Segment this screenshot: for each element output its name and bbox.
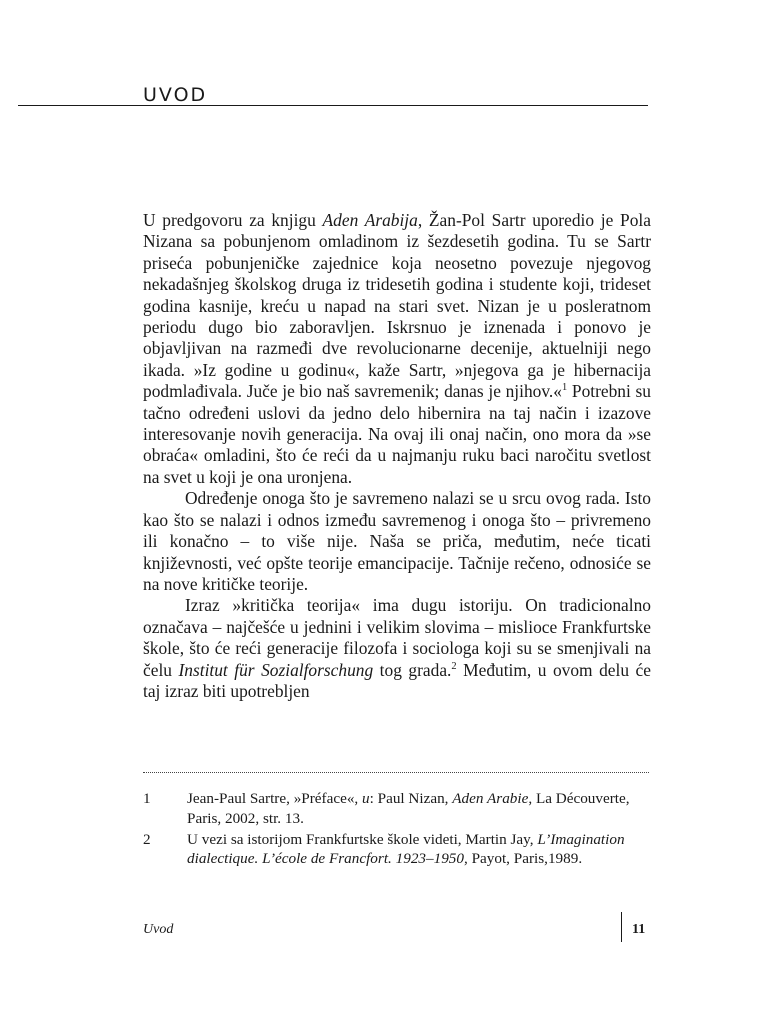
text-run: tog grada. xyxy=(373,659,452,680)
text-run: , Žan-Pol Sartr uporedio je Pola Nizana sa pobunjenom omladinom iz šezdesetih godina. Tu se Sartr priseća pobunjeničke zajednice koja neosetno povezuje njegovog nekadašnjeg školskog druga iz tridesetih godina i studente koji, trideset godina kasnije, kreću u napad na stari svet. Nizan je u posleratnom periodu dugo bio zaboravljen. Iskrsnuo je iznenada i ponovo je objavljivan na razmeđi dve revolucionarne decenije, aktuelniji nego ikada. »Iz godine u godinu«, kaže Sartr, »njegova ga je hibernacija podmlađivala. Juče je bio naš savremenik; danas je njihov.« xyxy=(143,210,651,402)
footnote-number: 1 xyxy=(143,790,151,807)
footnote-reference: 1 xyxy=(561,382,568,394)
italic-text: Institut für Sozialforschung xyxy=(178,659,374,680)
footnote-item xyxy=(143,789,653,829)
page-number: 11 xyxy=(632,922,646,937)
footnote-text xyxy=(187,830,653,870)
text-run: Izraz »kritička teorija« ima dugu istoriju. On tradicionalno označava – najčešće u jednini i velikim slovima – mislioce Frankfurtske škole, što će reći generacije filozofa i sociologa koji su se smenjivali na čelu xyxy=(143,595,651,680)
text-run: Međutim, u ovom delu će taj izraz biti upotrebljen xyxy=(143,659,651,701)
text-run: : Paul Nizan, xyxy=(369,790,453,807)
text-run: Potrebni su tačno određeni uslovi da jedno delo hibernira na taj način i izazove interesovanje novih generacija. Na ovaj ili onaj način, ono mora da »se obraća« omladini, što će reći da u najmanju ruku baci naročitu svetlost na svet u koji je ona uronjena. xyxy=(143,381,652,487)
text-run: U predgovoru za knjigu xyxy=(143,210,323,230)
paragraph xyxy=(143,595,651,702)
text-run: , La Découverte, Paris, 2002, str. 13. xyxy=(187,790,630,827)
footnote-number: 2 xyxy=(143,830,151,848)
chapter-title-rule xyxy=(18,105,648,106)
chapter-title: UVOD xyxy=(143,84,208,106)
text-run: Određenje onoga što je savremeno nalazi se u srcu ovog rada. Isto kao što se nalazi i odnos između savremenog i onoga što – privremeno ili konačno – to više nije. Naša se priča, međutim, neće ticati književnosti, već opšte teorije emancipacije. Tačnije rečeno, odnosiće se na nove kritičke teorije. xyxy=(143,488,651,594)
footnote-reference: 2 xyxy=(451,660,457,672)
italic-text: u xyxy=(362,790,370,807)
footnotes xyxy=(143,789,653,870)
text-run: Jean-Paul Sartre, »Préface«, xyxy=(187,790,363,807)
body-text xyxy=(143,210,651,702)
italic-text: Aden Arabija xyxy=(322,210,418,230)
text-run: , Payot, Paris,1989. xyxy=(463,850,583,868)
paragraph xyxy=(143,210,651,488)
text-run: U vezi sa istorijom Frankfurtske škole videti, Martin Jay, xyxy=(187,830,538,848)
footnote-separator xyxy=(143,772,649,773)
running-footer-section: Uvod xyxy=(143,922,174,937)
italic-text: Aden Arabie xyxy=(452,790,529,807)
paragraph xyxy=(143,488,651,595)
footnote-text xyxy=(187,789,653,829)
footnote-item xyxy=(143,830,653,870)
footer-divider xyxy=(621,912,622,942)
italic-text: L’Imagination dialectique. L’école de Francfort. 1923–1950 xyxy=(187,830,625,868)
